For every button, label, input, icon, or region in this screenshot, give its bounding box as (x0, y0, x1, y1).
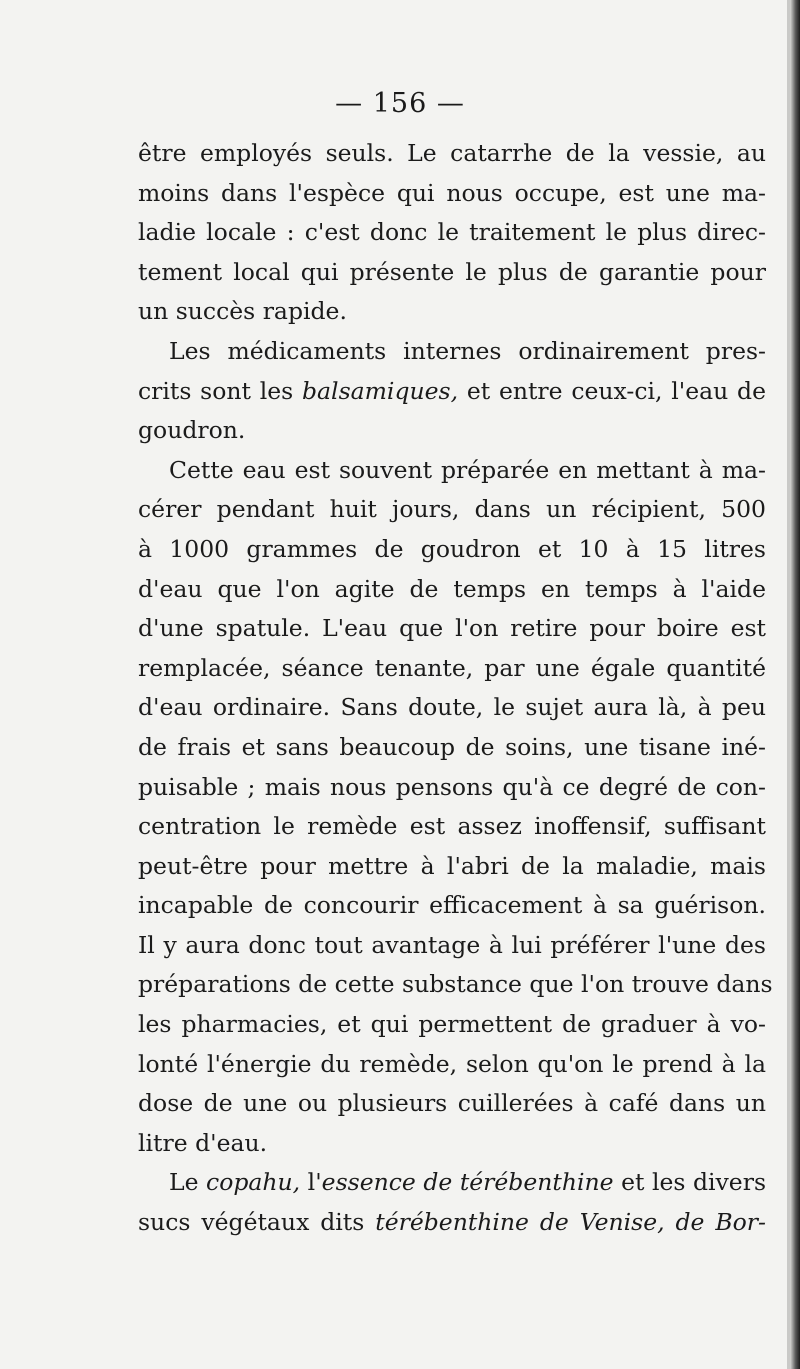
text-line: Il y aura donc tout avantage à lui préférer l'une des (138, 930, 766, 959)
page-edge (790, 0, 800, 1369)
text-segment: Le (169, 1168, 207, 1197)
text-line: remplacée, séance tenante, par une égale quantité (138, 653, 766, 682)
text-line: ladie locale : c'est donc le traitement le plus direc- (138, 218, 766, 247)
text-line (138, 1203, 766, 1243)
text-line: les pharmacies, et qui permettent de graduer à vo- (138, 1010, 766, 1039)
text-line: incapable de concourir efficacement à sa guérison. (138, 891, 766, 920)
text-line: dose de une ou plusieurs cuillerées à café dans un (138, 1089, 766, 1118)
text-line: d'une spatule. L'eau que l'on retire pour boire est (138, 614, 766, 643)
text-line: goudron. (138, 416, 246, 445)
text-line: centration le remède est assez inoffensif, suffisant (138, 812, 766, 841)
text-line: litre d'eau. (138, 1128, 268, 1157)
text-line: Les médicaments internes ordinairement pres- (169, 336, 766, 365)
body-text (138, 134, 773, 1243)
text-line: d'eau que l'on agite de temps en temps à l'aide (138, 574, 766, 603)
text-line (138, 372, 766, 412)
text-segment: et les divers (613, 1168, 767, 1197)
italic-term: essence de térébenthine (321, 1168, 614, 1197)
italic-term: balsamiques, (302, 376, 459, 405)
text-line: préparations de cette substance que l'on trouve dans (138, 970, 773, 999)
text-segment: l' (300, 1168, 322, 1197)
page-number: — 156 — (335, 88, 465, 119)
italic-term: copahu, (206, 1168, 301, 1197)
text-segment: crits sont les (138, 376, 302, 405)
text-line: d'eau ordinaire. Sans doute, le sujet aura là, à peu (138, 693, 766, 722)
text-line: Cette eau est souvent préparée en mettant à ma- (169, 455, 766, 484)
text-line: un succès rapide. (138, 297, 347, 326)
text-line: peut-être pour mettre à l'abri de la maladie, mais (138, 851, 766, 880)
text-line (138, 1163, 766, 1203)
text-line: cérer pendant huit jours, dans un récipient, 500 (138, 495, 766, 524)
text-line: être employés seuls. Le catarrhe de la vessie, au (138, 139, 766, 167)
text-line: de frais et sans beaucoup de soins, une tisane iné- (138, 732, 766, 761)
italic-term: térébenthine de Venise, de Bor- (375, 1208, 766, 1237)
text-line: lonté l'énergie du remède, selon qu'on le prend à la (138, 1049, 766, 1078)
text-segment: et entre ceux-ci, l'eau de (458, 376, 766, 405)
text-line: puisable ; mais nous pensons qu'à ce degré de con- (138, 772, 766, 801)
text-line: moins dans l'espèce qui nous occupe, est une ma- (138, 178, 766, 207)
text-line: tement local qui présente le plus de garantie pour (138, 257, 766, 286)
text-line: à 1000 grammes de goudron et 10 à 15 litres (138, 534, 766, 563)
text-segment: sucs végétaux dits (138, 1208, 376, 1237)
